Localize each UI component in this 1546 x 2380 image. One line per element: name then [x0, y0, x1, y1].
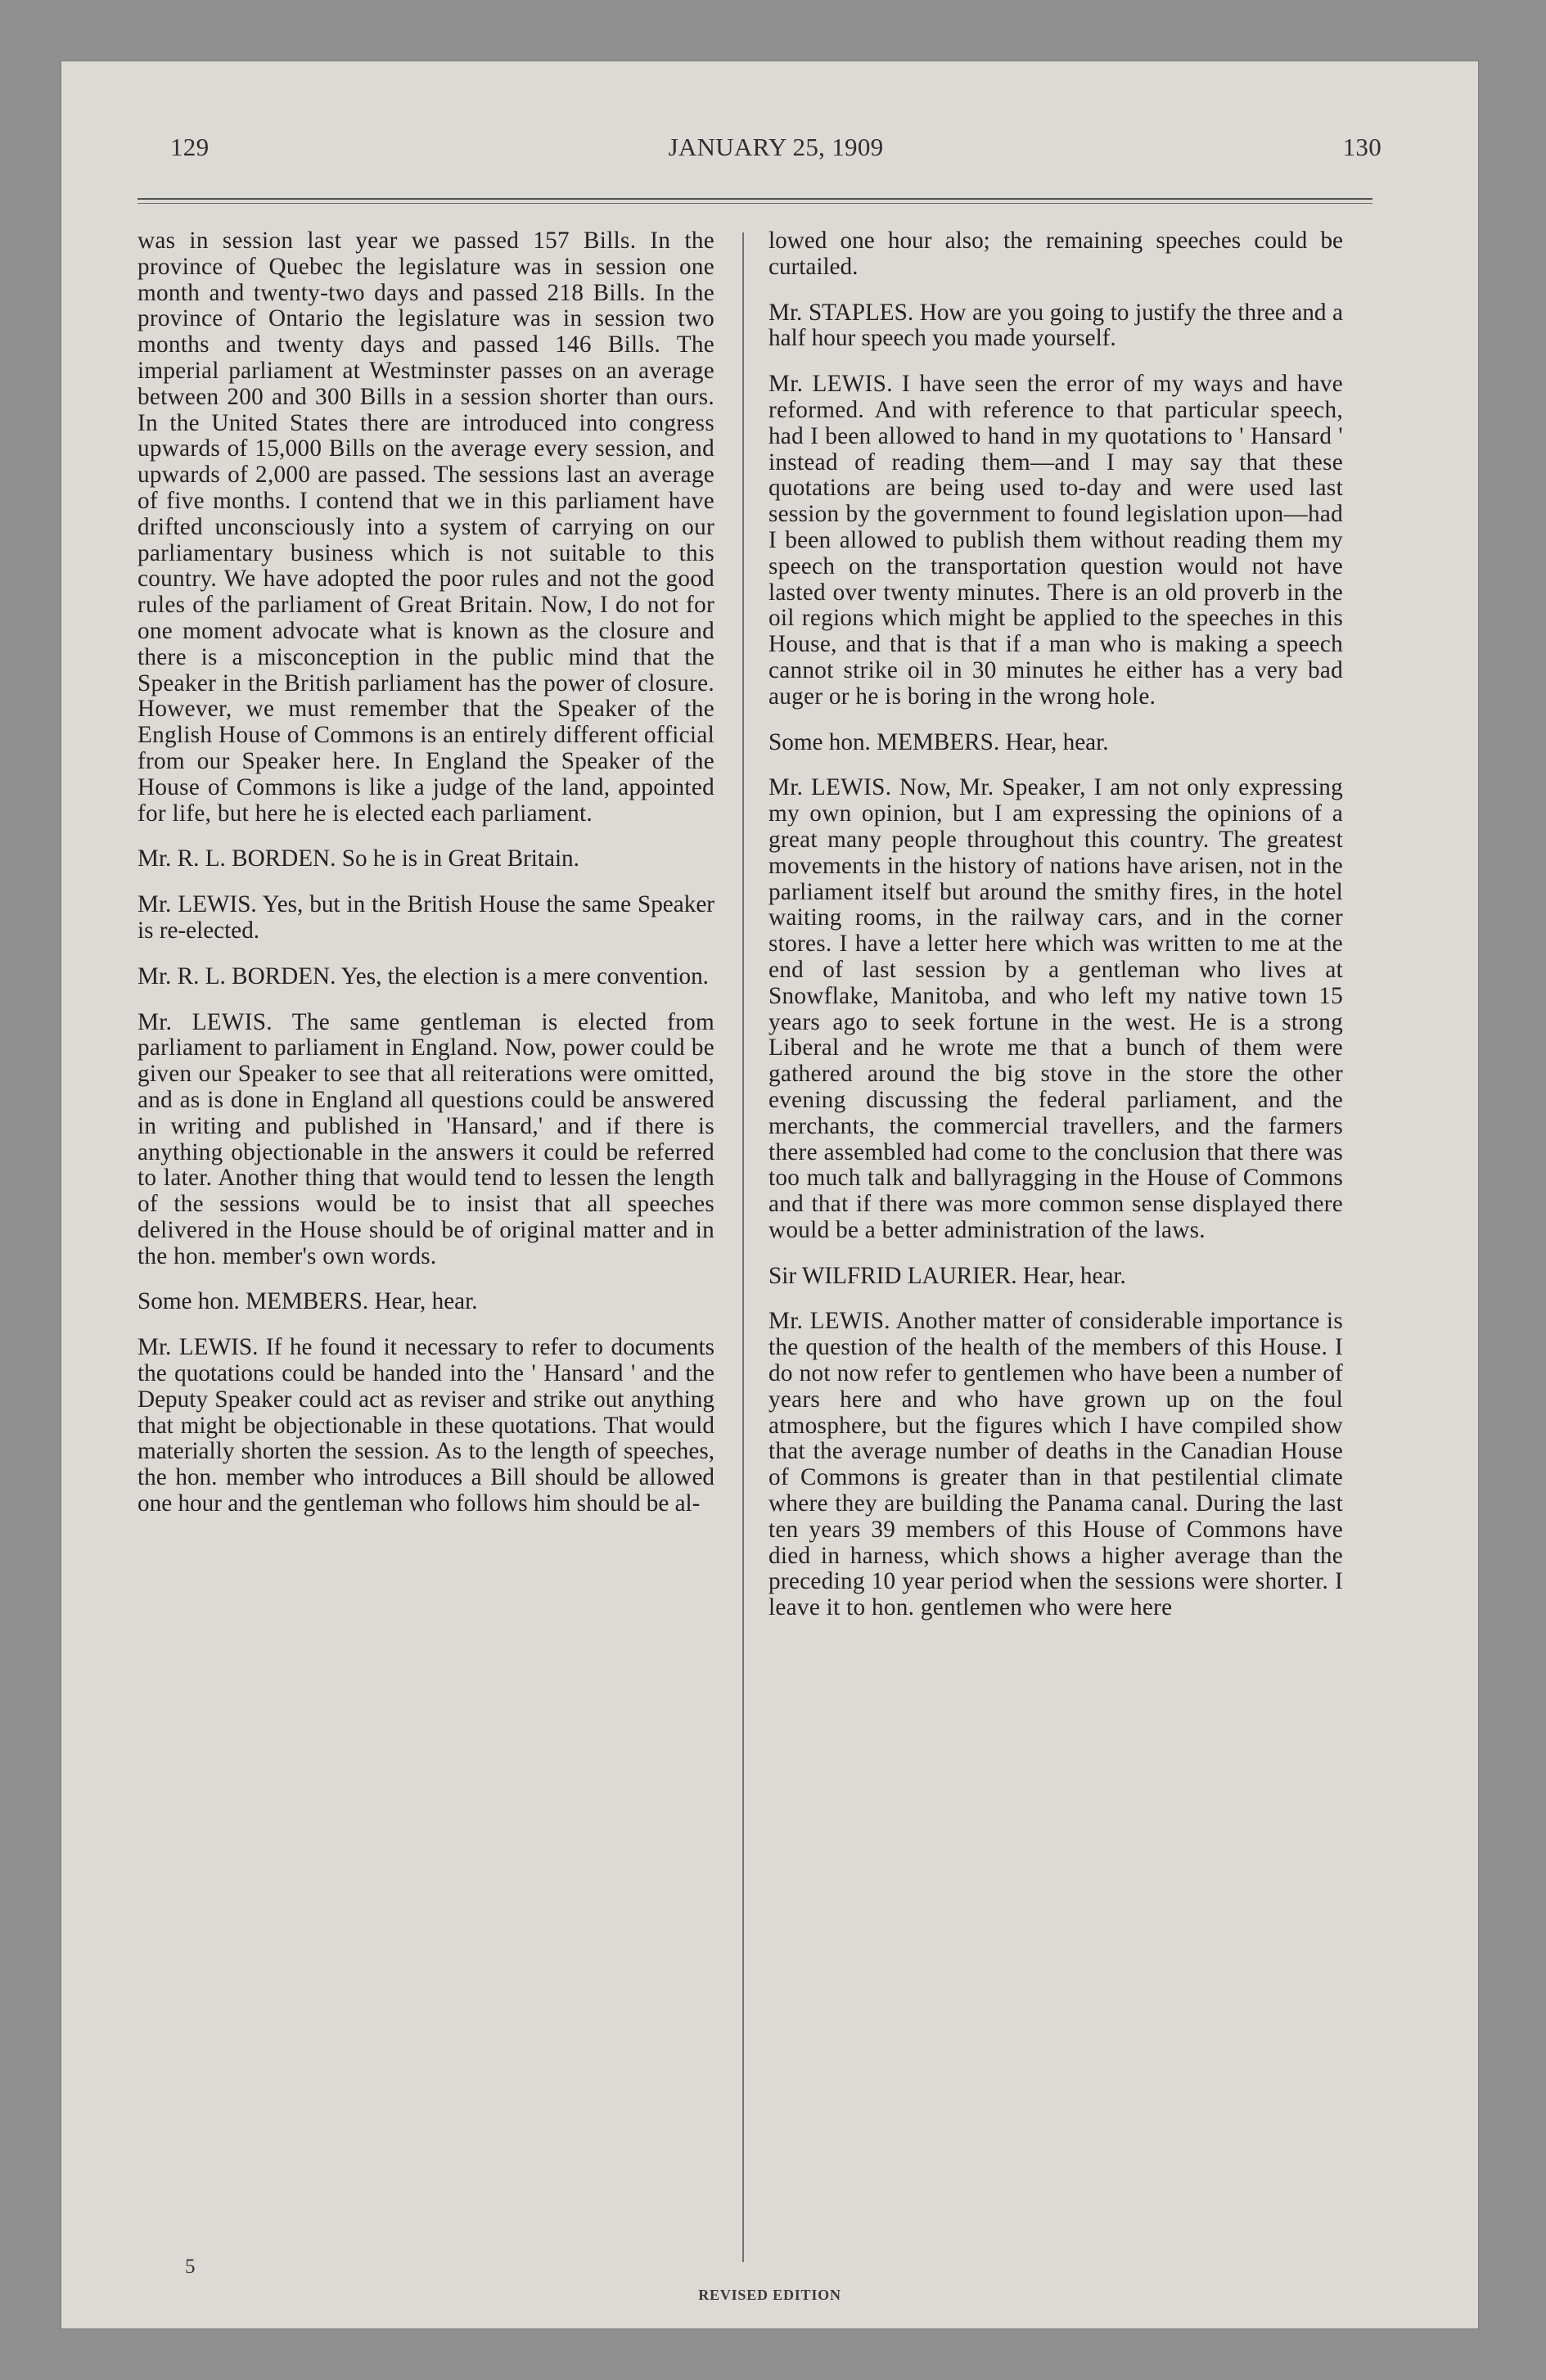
paragraph: was in session last year we passed 157 Bills. In the province of Quebec the legislature was in session one month and twenty-two days and passed 218 Bills. In the province of Ontario the legislature was in session two months and twenty days and passed 146 Bills. The imperial parliament at Westminster passes on an average between 200 and 300 Bills in a session shorter than ours. In the United States there are introduced into congress upwards of 15,000 Bills on the average every session, and upwards of 2,000 are passed. The sessions last an average of five months. I contend that we in this parliament have drifted unconsciously into a system of carrying on our parliamentary business which is not suitable to this country. We have adopted the poor rules and not the good rules of the parliament of Great Britain. Now, I do not for one moment advocate what is known as the closure and there is a misconception in the public mind that the Speaker in the British parliament has the power of closure. However, we must remember that the Speaker of the English House of Commons is an entirely different official from our Speaker here. In England the Speaker of the House of Commons is like a judge of the land, appointed for life, but here he is elected each parliament. [137, 228, 714, 827]
paragraph: Mr. LEWIS. Yes, but in the British House the same Speaker is re-elected. [137, 891, 714, 944]
edition-label: REVISED EDITION [698, 2287, 841, 2303]
paragraph: Mr. LEWIS. If he found it necessary to refer to documents the quotations could be handed into the ' Hansard ' and the Deputy Speaker could act as reviser and strike out anything that might be objectionable in these quotations. That would materially shorten the session. As to the length of speeches, the hon. member who introduces a Bill should be allowed one hour and the gentleman who follows him should be al- [137, 1334, 714, 1517]
signature-mark: 5 [185, 2256, 196, 2278]
paragraph: Sir WILFRID LAURIER. Hear, hear. [768, 1262, 1126, 1289]
column-divider [742, 232, 744, 2262]
paragraph: Some hon. MEMBERS. Hear, hear. [137, 1288, 478, 1315]
left-page-number: 129 [170, 133, 210, 161]
paragraph: Mr. LEWIS. Now, Mr. Speaker, I am not only expressing my own opinion, but I am expressing the opinions of a great many people throughout this country. The greatest movements in the history of nations have arisen, not in the parliament itself but around the smithy fires, in the hotel waiting rooms, in the railway cars, and in the corner stores. I have a letter here which was written to me at the end of last session by a gentleman who lives at Snowflake, Manitoba, and who left my native town 15 years ago to seek fortune in the west. He is a strong Liberal and he wrote me that a bunch of them were gathered around the big stove in the store the other evening discussing the federal parliament, and the merchants, the commercial travellers, and the farmers there assembled had come to the conclusion that there was too much talk and ballyragging in the House of Commons and that if there was more common sense displayed there would be a better administration of the laws. [768, 774, 1343, 1243]
paragraph: Mr. LEWIS. I have seen the error of my ways and have reformed. And with reference to that particular speech, had I been allowed to hand in my quotations to ' Hansard ' instead of reading them—and I may say that these quotations are being used to-day and were used last session by the government to found legislation upon—had I been allowed to publish them without reading them my speech on the transportation question would not have lasted over twenty minutes. There is an old proverb in the oil regions which might be applied to the speeches in this House, and that is that if a man who is making a speech cannot strike oil in 30 minutes he either has a very bad auger or he is boring in the wrong hole. [768, 371, 1343, 710]
page-header [170, 133, 1381, 182]
paragraph: lowed one hour also; the remaining speeches could be curtailed. [768, 228, 1343, 280]
paragraph: Mr. R. L. BORDEN. Yes, the election is a mere convention. [137, 962, 709, 989]
left-column [137, 228, 714, 1537]
paragraph: Mr. LEWIS. Another matter of considerable importance is the question of the health of the members of this House. I do not now refer to gentlemen who have been a number of years here and who have grown up on the foul atmosphere, but the figures which I have compiled show that the average number of deaths in the Canadian House of Commons is greater than in that pestilential climate where they are building the Panama canal. During the last ten years 39 members of this House of Commons have died in harness, which shows a higher average than the preceding 10 year period when the sessions were shorter. I leave it to hon. gentlemen who were here [768, 1308, 1343, 1621]
page-title: JANUARY 25, 1909 [668, 133, 884, 161]
paragraph: Mr. STAPLES. How are you going to justify the three and a half hour speech you made yourself. [768, 299, 1343, 352]
paragraph: Mr. R. L. BORDEN. So he is in Great Britain. [137, 845, 579, 872]
header-rule [137, 198, 1372, 204]
paragraph: Mr. LEWIS. The same gentleman is elected from parliament to parliament in England. Now, power could be given our Speaker to see that all reiterations were omitted, and as is done in England all questions could be answered in writing and published in 'Hansard,' and if there is anything objectionable in the answers it could be referred to later. Another thing that would tend to lessen the length of the sessions would be to insist that all speeches delivered in the House should be of original matter and in the hon. member's own words. [137, 1008, 714, 1269]
paragraph: Some hon. MEMBERS. Hear, hear. [768, 728, 1109, 755]
right-column [768, 228, 1343, 1641]
right-page-number: 130 [1342, 133, 1381, 161]
document-page [61, 61, 1479, 2329]
